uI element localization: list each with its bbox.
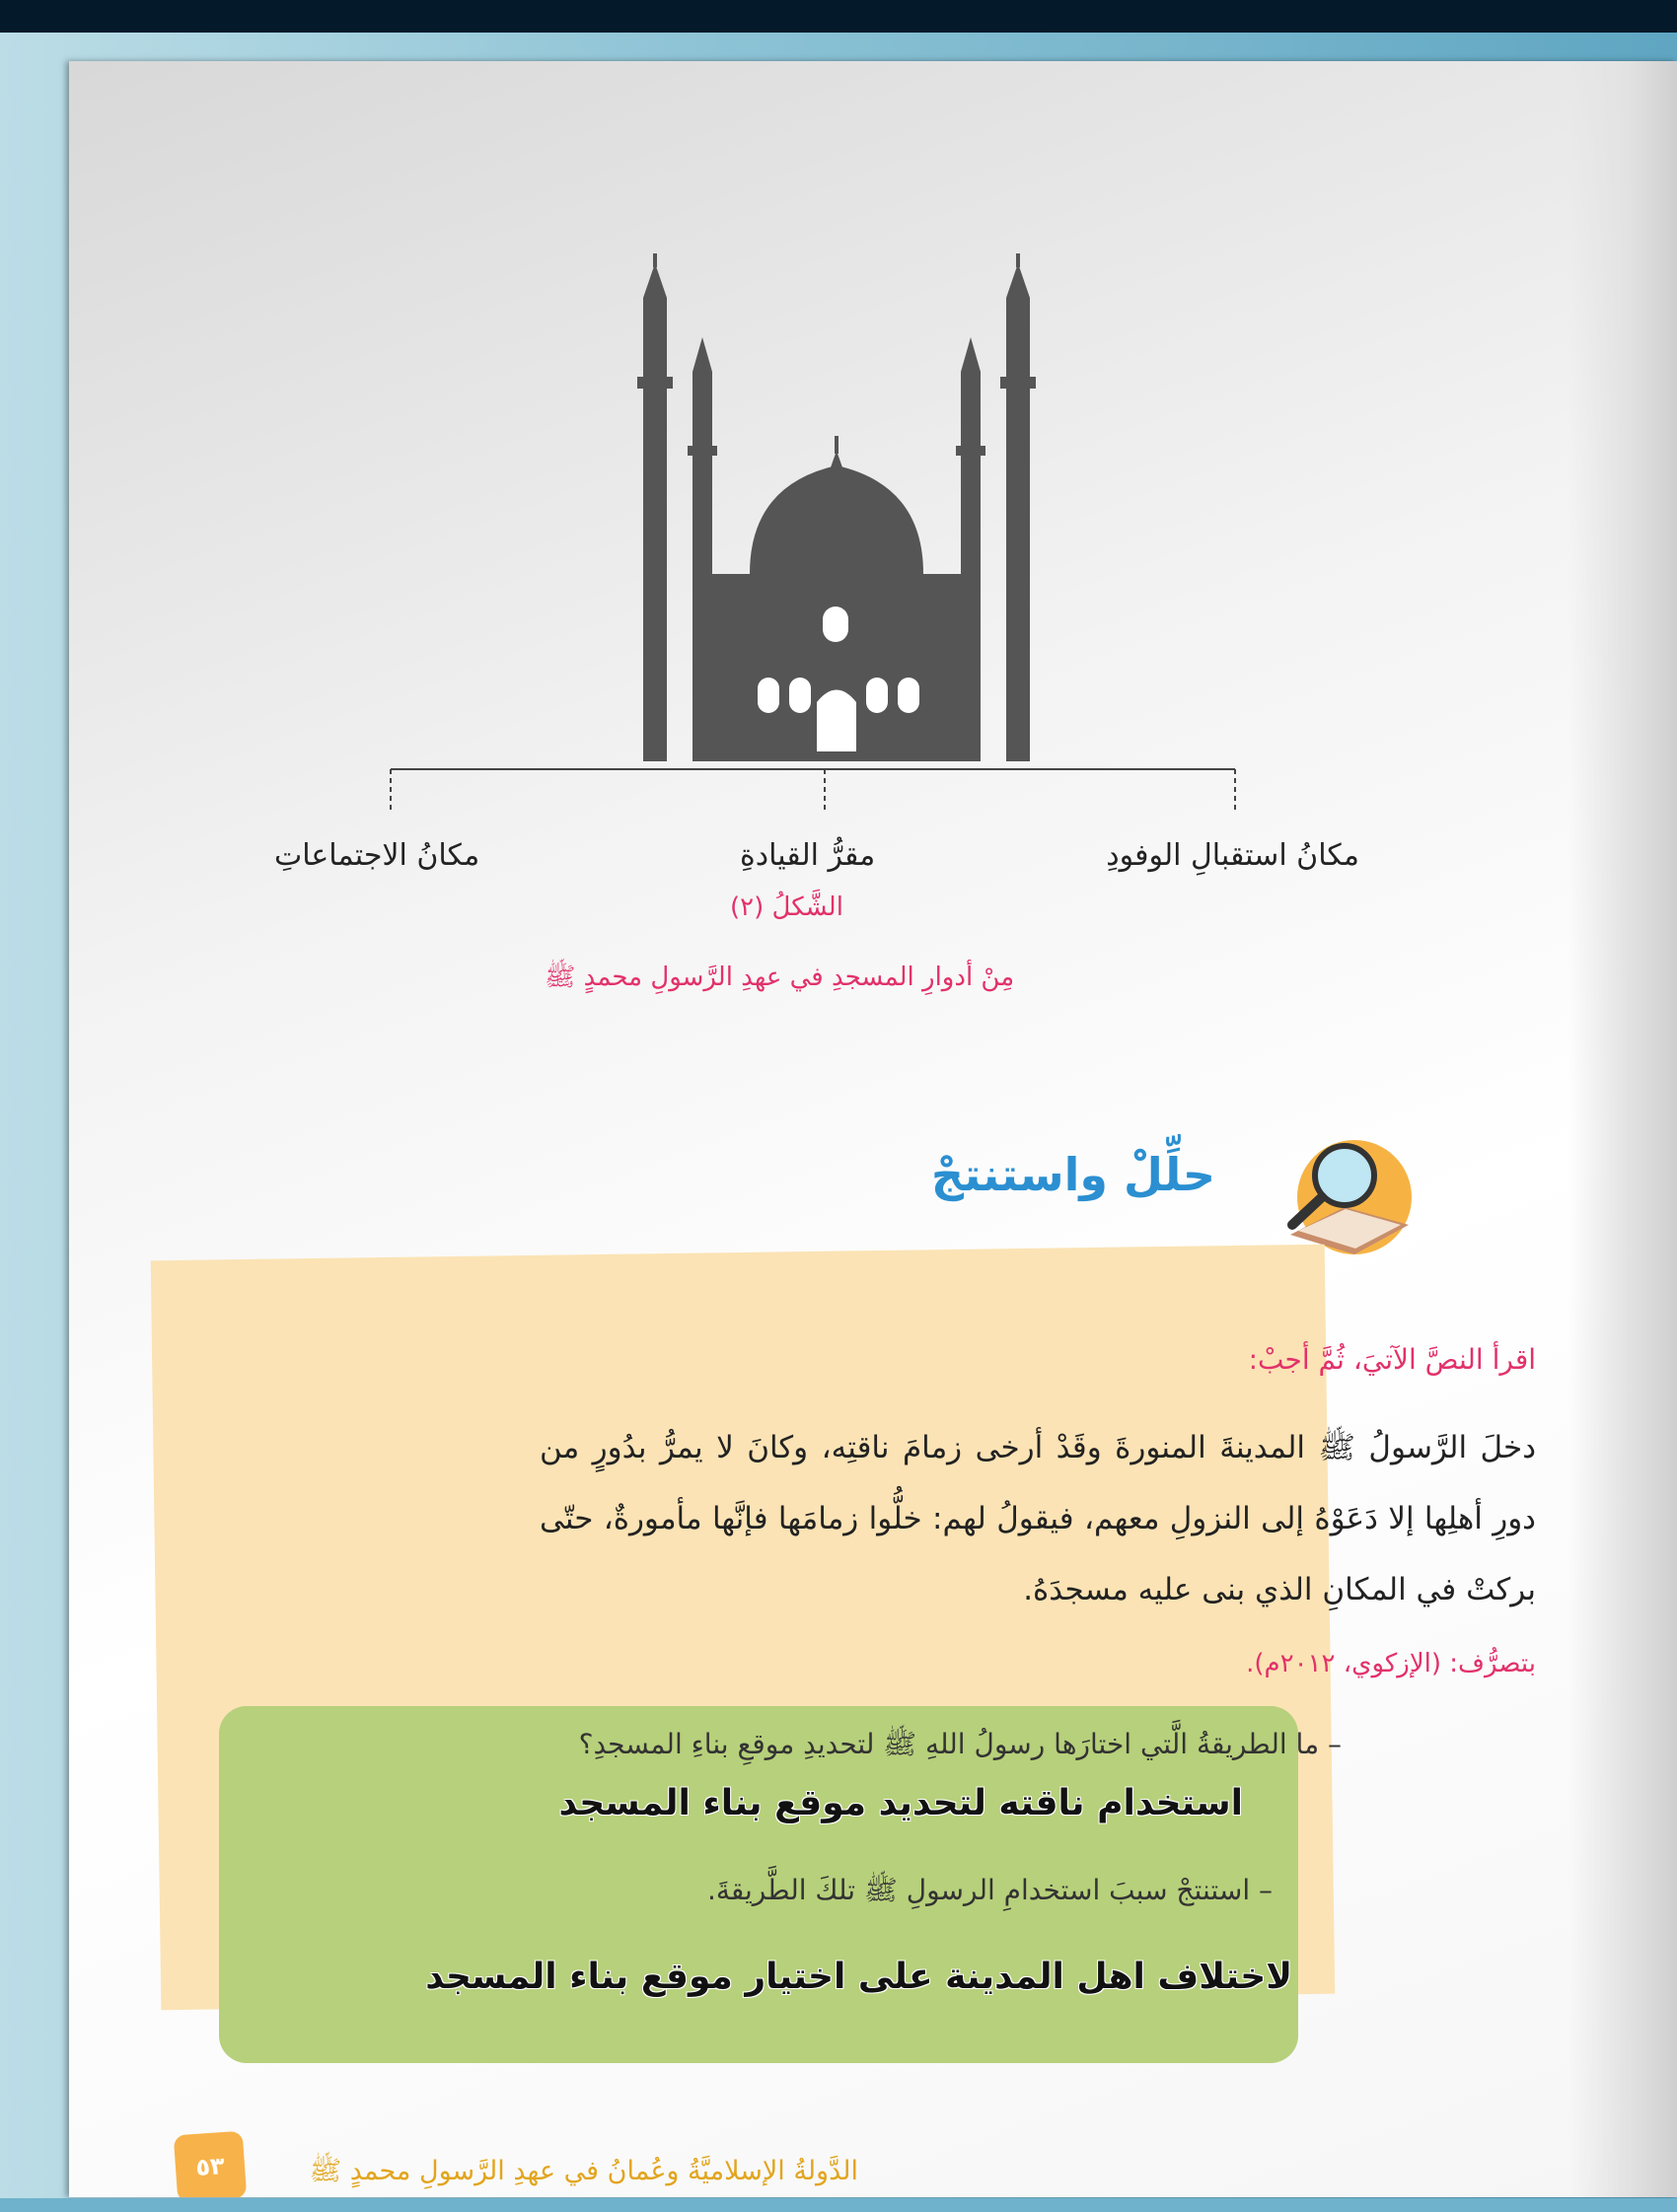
question-2: – استنتجْ سببَ استخدامِ الرسولِ ﷺ تلكَ الطَّريقةَ. [706,1874,1273,1906]
card-instruction: اقرأ النصَّ الآتيَ، ثُمَّ أجبْ: [1248,1343,1536,1376]
window-top-bar [0,0,1677,33]
question-1: – ما الطريقةُ الَّتي اختارَها رسولُ اللهِ ﷺ لتحديدِ موقعِ بناءِ المسجدِ؟ [578,1728,1342,1760]
diagram-label-meetings: مكانُ الاجتماعاتِ [274,838,480,873]
window-bottom-strip [0,2198,1677,2212]
figure-caption: مِنْ أدوارِ المسجدِ في عهدِ الرَّسولِ محمدٍ ﷺ [545,963,1015,992]
running-title: الدَّولةُ الإسلاميَّةُ وعُمانُ في عهدِ الرَّسولِ محمدٍ ﷺ [309,2156,858,2186]
diagram-label-leadership: مقرُّ القيادةِ [740,838,876,873]
card-source: بتصرُّف: (الإزكوي، ٢٠١٢م). [1246,1649,1536,1678]
mosque-illustration [69,61,1677,811]
card-passage: دخلَ الرَّسولُ ﷺ المدينةَ المنورةَ وقَدْ أرخى زمامَ ناقتِه، وكانَ لا يمرُّ بدُورٍ من دورِ أهلِها إلا دَعَوْهُ إلى النزولِ معهم، فيقولُ لهم: خلُّوا زمامَها فإنَّها مأمورةٌ، حتّى بركتْ في المكانِ الذي بنى عليه مسجدَهُ. [540,1430,1536,1607]
page-number-badge: ٥٣ [174,2131,248,2197]
magnifier-book-icon [1271,1126,1428,1264]
diagram-label-delegations: مكانُ استقبالِ الوفودِ [1106,838,1359,873]
figure-title: الشَّكلُ (٢) [730,892,843,922]
section-title: حلِّلْ واستنتجْ [930,1148,1215,1201]
book-page [69,61,1677,2197]
answer-2[interactable]: لاختلاف اهل المدينة على اختيار موقع بناء المسجد [425,1957,1292,1997]
answer-1[interactable]: استخدام ناقته لتحديد موقع بناء المسجد [558,1783,1243,1823]
